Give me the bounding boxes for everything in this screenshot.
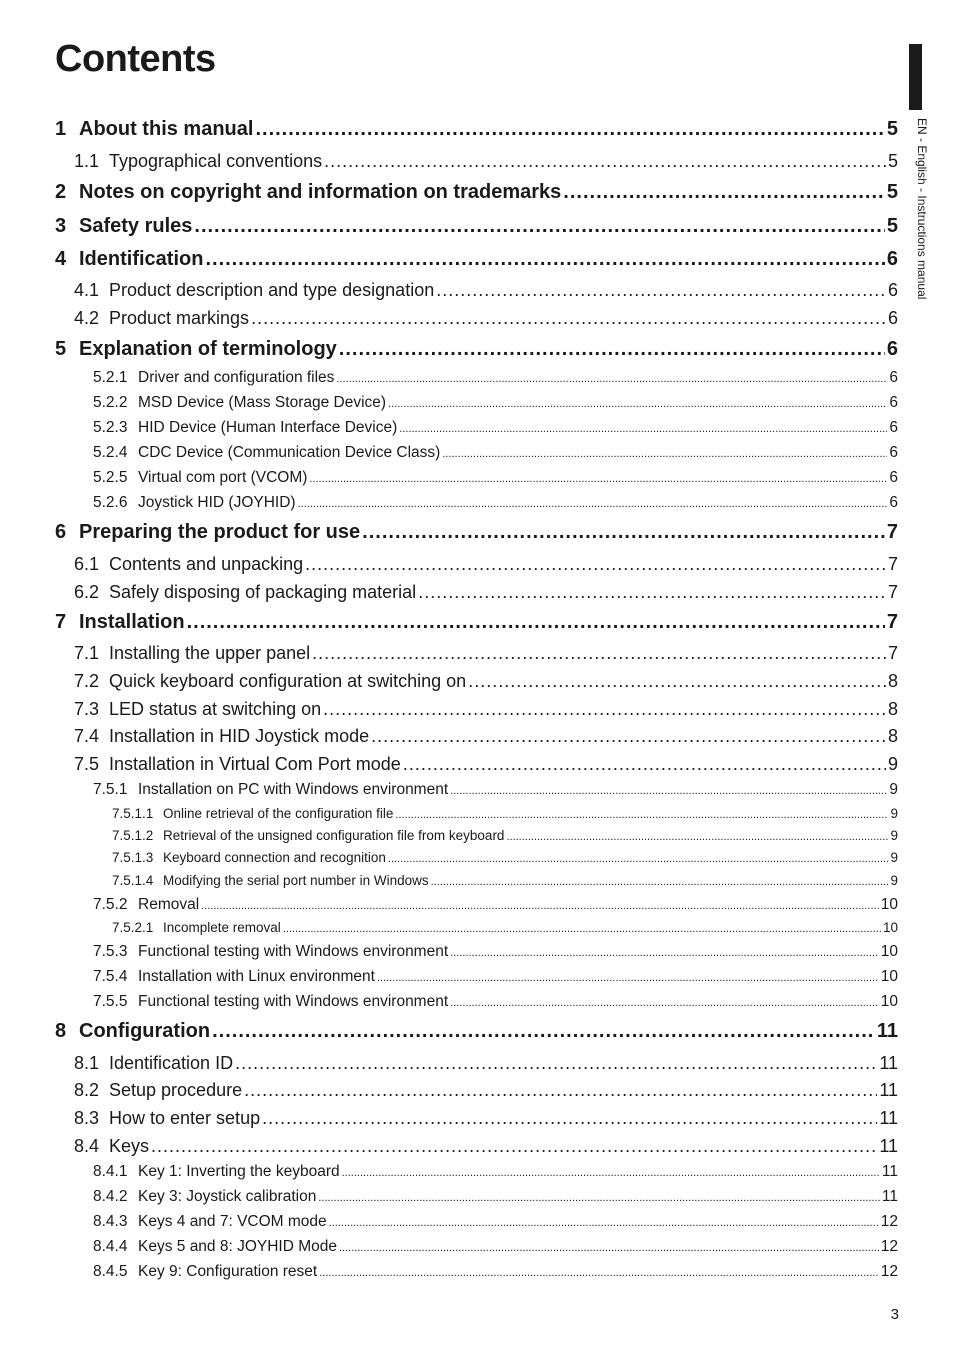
toc-entry-title: Functional testing with Windows environment bbox=[138, 993, 449, 1010]
toc-entry-page: 12 bbox=[880, 1263, 898, 1280]
toc-entry-title: How to enter setup bbox=[109, 1108, 261, 1128]
toc-dot-leader bbox=[388, 398, 887, 410]
toc-entry[interactable] bbox=[55, 215, 898, 238]
page-title: Contents bbox=[55, 38, 216, 80]
toc-entry[interactable] bbox=[74, 1053, 898, 1074]
toc-entry-number: 8.3 bbox=[74, 1108, 100, 1128]
toc-entry[interactable] bbox=[93, 968, 898, 986]
toc-entry-page: 6 bbox=[886, 338, 898, 360]
toc-entry-number: 7 bbox=[55, 611, 67, 633]
toc-entry-page: 10 bbox=[880, 993, 898, 1010]
toc-entry-number: 8.2 bbox=[74, 1080, 100, 1100]
toc-entry-number: 7.5.1.4 bbox=[112, 873, 154, 888]
toc-entry-title: Product description and type designation bbox=[109, 280, 435, 300]
toc-entry-title: Safely disposing of packaging material bbox=[109, 582, 417, 602]
toc-entry[interactable] bbox=[93, 394, 898, 412]
toc-entry-number: 5.2.3 bbox=[93, 419, 128, 436]
toc-dot-leader bbox=[450, 997, 879, 1009]
toc-entry-number: 8.4.3 bbox=[93, 1213, 128, 1230]
toc-entry-number: 1 bbox=[55, 118, 67, 140]
toc-entry[interactable] bbox=[112, 850, 898, 865]
toc-entry-title: Identification bbox=[79, 248, 204, 270]
toc-entry-title: HID Device (Human Interface Device) bbox=[138, 419, 398, 436]
toc-entry-number: 8.4.4 bbox=[93, 1238, 128, 1255]
toc-entry[interactable] bbox=[74, 582, 898, 603]
toc-entry-title: Safety rules bbox=[79, 215, 193, 237]
toc-entry-number: 7.5.2 bbox=[93, 896, 128, 913]
toc-entry-title: Installing the upper panel bbox=[109, 643, 311, 663]
toc-entry-page: 5 bbox=[886, 215, 898, 237]
toc-entry-number: 4.2 bbox=[74, 308, 100, 328]
toc-entry-number: 5.2.1 bbox=[93, 369, 128, 386]
toc-entry[interactable] bbox=[55, 338, 898, 361]
toc-entry-page: 6 bbox=[887, 308, 898, 328]
toc-entry[interactable] bbox=[74, 1108, 898, 1129]
toc-entry-page: 11 bbox=[881, 1163, 898, 1180]
toc-entry-page: 6 bbox=[889, 444, 898, 461]
toc-entry-number: 7.5 bbox=[74, 754, 100, 774]
toc-dot-leader bbox=[388, 853, 889, 865]
toc-dot-leader bbox=[436, 280, 886, 301]
toc-entry-page: 11 bbox=[879, 1108, 898, 1128]
toc-entry-page: 12 bbox=[880, 1213, 898, 1230]
toc-dot-leader bbox=[506, 831, 888, 843]
toc-entry[interactable] bbox=[93, 896, 898, 914]
toc-entry-title: Setup procedure bbox=[109, 1080, 243, 1100]
toc-entry-title: Installation bbox=[79, 611, 185, 633]
toc-entry[interactable] bbox=[93, 1213, 898, 1231]
toc-entry-number: 4.1 bbox=[74, 280, 100, 300]
toc-entry-title: Identification ID bbox=[109, 1053, 234, 1073]
toc-entry-title: Retrieval of the unsigned configuration file from keyboard bbox=[163, 828, 505, 843]
toc-entry[interactable] bbox=[55, 118, 898, 141]
toc-entry[interactable] bbox=[55, 181, 898, 204]
toc-entry[interactable] bbox=[112, 806, 898, 821]
toc-entry-title: Keys 4 and 7: VCOM mode bbox=[138, 1213, 327, 1230]
toc-entry-page: 9 bbox=[887, 754, 898, 774]
toc-entry-title: CDC Device (Communication Device Class) bbox=[138, 444, 441, 461]
toc-entry-number: 7.5.1.3 bbox=[112, 850, 154, 865]
toc-entry-page: 10 bbox=[882, 920, 898, 935]
toc-dot-leader bbox=[305, 554, 886, 575]
toc-entry-number: 7.5.3 bbox=[93, 943, 128, 960]
toc-entry[interactable] bbox=[93, 1188, 898, 1206]
toc-entry-page: 6 bbox=[889, 494, 898, 511]
toc-entry-title: Keys 5 and 8: JOYHID Mode bbox=[138, 1238, 338, 1255]
toc-entry-number: 7.5.1.2 bbox=[112, 828, 154, 843]
toc-entry-number: 8.1 bbox=[74, 1053, 100, 1073]
toc-dot-leader bbox=[339, 1242, 879, 1254]
toc-entry-page: 5 bbox=[887, 151, 898, 171]
toc-dot-leader bbox=[418, 582, 886, 603]
toc-entry[interactable] bbox=[74, 151, 898, 172]
toc-entry[interactable] bbox=[74, 699, 898, 720]
toc-entry-page: 6 bbox=[889, 369, 898, 386]
toc-entry-page: 12 bbox=[880, 1238, 898, 1255]
toc-entry[interactable] bbox=[93, 369, 898, 387]
toc-dot-leader bbox=[312, 643, 886, 664]
side-language-label: EN - English - Instructions manual bbox=[915, 118, 929, 300]
toc-entry-page: 11 bbox=[879, 1053, 898, 1073]
toc-entry-title: Online retrieval of the configuration file bbox=[163, 806, 394, 821]
toc-dot-leader bbox=[235, 1053, 877, 1074]
toc-entry-page: 10 bbox=[880, 896, 898, 913]
toc-entry-title: Preparing the product for use bbox=[79, 521, 361, 543]
toc-entry-number: 7.5.1 bbox=[93, 781, 128, 798]
toc-entry[interactable] bbox=[112, 828, 898, 843]
toc-dot-leader bbox=[450, 785, 887, 797]
toc-entry[interactable] bbox=[93, 1163, 898, 1181]
toc-entry-number: 8 bbox=[55, 1020, 67, 1042]
toc-entry-number: 7.4 bbox=[74, 726, 100, 746]
toc-entry-page: 7 bbox=[886, 611, 898, 633]
toc-dot-leader bbox=[329, 1217, 879, 1229]
toc-entry-title: LED status at switching on bbox=[109, 699, 322, 719]
toc-dot-leader bbox=[318, 1192, 880, 1204]
toc-entry-title: Removal bbox=[138, 896, 200, 913]
toc-entry-page: 6 bbox=[887, 280, 898, 300]
toc-entry[interactable] bbox=[93, 1263, 898, 1281]
toc-entry-page: 8 bbox=[887, 726, 898, 746]
toc-entry-title: Functional testing with Windows environment bbox=[138, 943, 449, 960]
toc-dot-leader bbox=[319, 1267, 879, 1279]
toc-entry-title: Incomplete removal bbox=[163, 920, 281, 935]
toc-dot-leader bbox=[362, 521, 885, 544]
toc-entry-page: 10 bbox=[880, 943, 898, 960]
toc-entry-page: 6 bbox=[886, 248, 898, 270]
toc-entry[interactable] bbox=[74, 308, 898, 329]
toc-dot-leader bbox=[244, 1080, 877, 1101]
toc-entry-title: Installation on PC with Windows environment bbox=[138, 781, 449, 798]
toc-entry-title: Configuration bbox=[79, 1020, 211, 1042]
toc-dot-leader bbox=[194, 215, 884, 238]
toc-dot-leader bbox=[339, 338, 885, 361]
toc-entry-title: About this manual bbox=[79, 118, 254, 140]
toc-dot-leader bbox=[201, 900, 879, 912]
toc-entry-number: 7.5.5 bbox=[93, 993, 128, 1010]
toc-entry[interactable] bbox=[93, 469, 898, 487]
toc-dot-leader bbox=[399, 423, 887, 435]
toc-entry-number: 5.2.6 bbox=[93, 494, 128, 511]
toc-entry-title: Keys bbox=[109, 1136, 150, 1156]
toc-dot-leader bbox=[298, 498, 888, 510]
toc-entry-page: 5 bbox=[886, 181, 898, 203]
toc-dot-leader bbox=[442, 448, 887, 460]
toc-entry-page: 7 bbox=[887, 643, 898, 663]
toc-entry-title: Virtual com port (VCOM) bbox=[138, 469, 308, 486]
toc-entry-page: 11 bbox=[876, 1020, 898, 1042]
toc-entry[interactable] bbox=[93, 943, 898, 961]
toc-entry-page: 9 bbox=[890, 850, 898, 865]
toc-dot-leader bbox=[342, 1167, 880, 1179]
toc-entry-number: 6.2 bbox=[74, 582, 100, 602]
toc-entry-number: 7.5.2.1 bbox=[112, 920, 154, 935]
toc-entry-title: Keyboard connection and recognition bbox=[163, 850, 386, 865]
toc-dot-leader bbox=[431, 876, 889, 888]
toc-dot-leader bbox=[283, 923, 881, 935]
toc-entry-title: Installation in HID Joystick mode bbox=[109, 726, 370, 746]
toc-entry-number: 6 bbox=[55, 521, 67, 543]
toc-entry-number: 4 bbox=[55, 248, 67, 270]
toc-dot-leader bbox=[309, 473, 887, 485]
toc-entry-title: Installation in Virtual Com Port mode bbox=[109, 754, 401, 774]
toc-entry-title: Key 9: Configuration reset bbox=[138, 1263, 318, 1280]
toc-entry[interactable] bbox=[74, 671, 898, 692]
toc-entry[interactable] bbox=[55, 248, 898, 271]
toc-entry[interactable] bbox=[93, 993, 898, 1011]
toc-dot-leader bbox=[563, 181, 885, 204]
toc-entry[interactable] bbox=[93, 1238, 898, 1256]
toc-entry[interactable] bbox=[74, 754, 898, 775]
toc-entry-title: Installation with Linux environment bbox=[138, 968, 375, 985]
toc-entry-page: 6 bbox=[889, 419, 898, 436]
toc-entry-number: 1.1 bbox=[74, 151, 100, 171]
toc-entry-number: 8.4.2 bbox=[93, 1188, 128, 1205]
toc-dot-leader bbox=[377, 972, 879, 984]
toc-entry[interactable] bbox=[74, 1136, 898, 1157]
toc-entry-number: 7.2 bbox=[74, 671, 100, 691]
toc-entry-page: 10 bbox=[880, 968, 898, 985]
toc-entry[interactable] bbox=[74, 554, 898, 575]
toc-entry-number: 7.5.4 bbox=[93, 968, 128, 985]
toc-entry-title: Notes on copyright and information on trademarks bbox=[79, 181, 562, 203]
toc-entry-number: 5 bbox=[55, 338, 67, 360]
toc-entry-number: 7.5.1.1 bbox=[112, 806, 154, 821]
toc-entry-title: Contents and unpacking bbox=[109, 554, 304, 574]
toc-dot-leader bbox=[187, 611, 885, 634]
toc-entry[interactable] bbox=[74, 280, 898, 301]
page-number: 3 bbox=[890, 1306, 899, 1323]
toc-entry-title: Modifying the serial port number in Windows bbox=[163, 873, 429, 888]
toc-entry-page: 11 bbox=[881, 1188, 898, 1205]
toc-entry[interactable] bbox=[74, 643, 898, 664]
toc-entry-title: Quick keyboard configuration at switching on bbox=[109, 671, 467, 691]
toc-entry-number: 3 bbox=[55, 215, 67, 237]
toc-entry-page: 9 bbox=[890, 806, 898, 821]
toc-dot-leader bbox=[403, 754, 886, 775]
toc-entry-page: 7 bbox=[886, 521, 898, 543]
toc-entry-number: 7.3 bbox=[74, 699, 100, 719]
toc-entry-page: 6 bbox=[889, 469, 898, 486]
toc-entry[interactable] bbox=[93, 781, 898, 799]
toc-dot-leader bbox=[251, 308, 886, 329]
toc-entry-title: Product markings bbox=[109, 308, 250, 328]
toc-entry[interactable] bbox=[55, 521, 898, 544]
toc-entry-page: 7 bbox=[887, 554, 898, 574]
toc-entry-page: 9 bbox=[889, 781, 898, 798]
toc-entry[interactable] bbox=[93, 494, 898, 512]
toc-dot-leader bbox=[255, 118, 884, 141]
toc-entry-number: 8.4.5 bbox=[93, 1263, 128, 1280]
toc-entry-number: 5.2.4 bbox=[93, 444, 128, 461]
toc-entry-title: MSD Device (Mass Storage Device) bbox=[138, 394, 387, 411]
toc-entry-number: 5.2.5 bbox=[93, 469, 128, 486]
toc-entry-title: Driver and configuration files bbox=[138, 369, 335, 386]
toc-entry-page: 8 bbox=[887, 699, 898, 719]
toc-dot-leader bbox=[205, 248, 884, 271]
toc-entry-page: 11 bbox=[879, 1136, 898, 1156]
toc-dot-leader bbox=[151, 1136, 877, 1157]
toc-entry[interactable] bbox=[112, 873, 898, 888]
toc-entry-page: 9 bbox=[890, 873, 898, 888]
toc-entry-number: 6.1 bbox=[74, 554, 100, 574]
toc-dot-leader bbox=[468, 671, 886, 692]
toc-entry-page: 6 bbox=[889, 394, 898, 411]
toc-dot-leader bbox=[336, 373, 887, 385]
toc-entry[interactable] bbox=[74, 726, 898, 747]
toc-entry[interactable] bbox=[74, 1080, 898, 1101]
toc-entry-page: 8 bbox=[887, 671, 898, 691]
toc-entry[interactable] bbox=[112, 920, 898, 935]
toc-entry-title: Joystick HID (JOYHID) bbox=[138, 494, 296, 511]
toc-entry-page: 5 bbox=[886, 118, 898, 140]
toc-dot-leader bbox=[450, 947, 879, 959]
toc-entry[interactable] bbox=[93, 444, 898, 462]
toc-entry[interactable] bbox=[55, 1020, 898, 1043]
toc-dot-leader bbox=[324, 151, 886, 172]
toc-entry-number: 8.4.1 bbox=[93, 1163, 128, 1180]
toc-entry-number: 8.4 bbox=[74, 1136, 100, 1156]
toc-dot-leader bbox=[371, 726, 886, 747]
toc-entry-number: 7.1 bbox=[74, 643, 100, 663]
toc-entry-page: 9 bbox=[890, 828, 898, 843]
toc-entry-title: Key 1: Inverting the keyboard bbox=[138, 1163, 340, 1180]
toc-entry-number: 2 bbox=[55, 181, 67, 203]
toc-dot-leader bbox=[262, 1108, 877, 1129]
toc-entry-title: Explanation of terminology bbox=[79, 338, 337, 360]
toc-entry-number: 5.2.2 bbox=[93, 394, 128, 411]
toc-entry[interactable] bbox=[93, 419, 898, 437]
toc-dot-leader bbox=[323, 699, 886, 720]
toc-entry-title: Typographical conventions bbox=[109, 151, 323, 171]
toc-entry-page: 7 bbox=[887, 582, 898, 602]
toc-entry-title: Key 3: Joystick calibration bbox=[138, 1188, 317, 1205]
toc-dot-leader bbox=[395, 809, 888, 821]
toc-dot-leader bbox=[212, 1020, 875, 1043]
toc-entry[interactable] bbox=[55, 611, 898, 634]
toc-entry-page: 11 bbox=[879, 1080, 898, 1100]
